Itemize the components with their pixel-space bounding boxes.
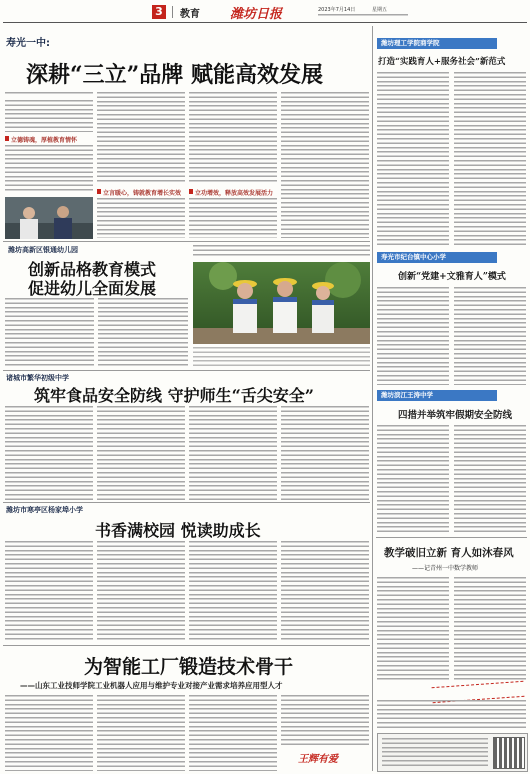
article-headline: 书香满校园 悦读助成长 — [95, 521, 261, 540]
article-photo — [5, 197, 93, 239]
body-text-block — [454, 287, 526, 385]
body-text-block — [281, 695, 369, 747]
body-text-block — [189, 198, 277, 238]
body-text-block — [281, 92, 369, 238]
body-text-block — [97, 92, 185, 184]
sidebar-band: 寿光市纪台镇中心小学 — [377, 252, 497, 263]
body-text-block — [5, 695, 93, 771]
photo-caption — [193, 347, 370, 367]
body-text-block — [5, 541, 93, 641]
sidebar-band: 潍坊理工学院商学院 — [377, 38, 497, 49]
section-rule — [3, 645, 370, 646]
column-divider — [372, 26, 373, 771]
header-rule — [3, 22, 527, 23]
body-text-block — [5, 100, 93, 132]
body-text-block — [454, 577, 526, 681]
article-subhead: 立德铸魂，厚植教育情怀 — [5, 135, 93, 144]
body-text-block — [97, 406, 185, 500]
section-rule — [3, 370, 370, 371]
article-headline: 深耕“三立”品牌 赋能高效发展 — [26, 62, 323, 88]
article-subheadline: ——山东工业技师学院工业机器人应用与维护专业对接产业需求培养应用型人才 — [20, 681, 283, 690]
sidebar-headline: 打造“实践育人+服务社会”新范式 — [378, 57, 506, 67]
footer-info-text — [382, 738, 488, 766]
body-text-block — [98, 298, 188, 368]
editor-credits — [318, 14, 408, 17]
body-text-block — [377, 425, 449, 533]
body-text-block — [377, 287, 449, 385]
body-text-block — [97, 695, 185, 771]
sidebar-band: 潍坊滨江王涛中学 — [377, 390, 497, 401]
sidebar-subheadline: ——记青州一中数学教师 — [412, 565, 479, 572]
article-headline: 为智能工厂锻造技术骨干 — [84, 656, 294, 678]
header-divider — [172, 6, 173, 18]
children-photo — [193, 262, 370, 344]
article-subhead: 立功增效，释放高效发展活力 — [189, 188, 279, 197]
sidebar-headline: 创新“党建+文雅育人”模式 — [398, 272, 506, 282]
body-text-block — [281, 541, 369, 641]
ad-logo: 王辉有爱 — [298, 754, 338, 765]
page-number-box: 3 — [152, 5, 166, 19]
body-text-block — [97, 198, 185, 238]
article-headline: 促进幼儿全面发展 — [28, 279, 157, 298]
body-text-block — [377, 72, 449, 248]
body-text-block — [5, 145, 93, 193]
issue-date: 2023年7月14日 — [318, 7, 356, 13]
section-rule — [3, 241, 370, 242]
body-text-block — [5, 406, 93, 500]
body-text-block — [193, 245, 370, 258]
article-headline: 筑牢食品安全防线 守护师生“舌尖安全” — [34, 386, 314, 405]
issue-weekday: 星期五 — [372, 7, 388, 13]
body-text-block — [189, 541, 277, 641]
body-text-block — [97, 541, 185, 641]
article-byline — [5, 92, 93, 96]
body-text-block — [377, 577, 449, 681]
article-kicker: 诸城市繁华初级中学 — [6, 374, 69, 382]
paper-logo: 潍坊日报 — [230, 7, 283, 22]
article-subhead: 立言暖心，铸就教育增长实效 — [97, 188, 187, 197]
section-rule — [3, 502, 370, 503]
body-text-block — [189, 695, 277, 771]
footer-info-box — [377, 733, 528, 772]
sidebar-headline: 教学破旧立新 育人如沐春风 — [384, 547, 514, 559]
article-kicker: 潍坊高新区银通幼儿园 — [8, 246, 78, 254]
body-text-block — [454, 72, 526, 248]
body-text-block — [189, 92, 277, 184]
section-name: 教育 — [180, 9, 200, 20]
body-text-block — [454, 425, 526, 533]
article-headline: 创新品格教育模式 — [28, 260, 157, 279]
article-kicker: 潍坊市寒亭区杨家埠小学 — [6, 506, 83, 514]
body-text-block — [189, 406, 277, 500]
body-text-block — [377, 700, 526, 728]
article-kicker: 寿光一中: — [6, 38, 50, 49]
sidebar-headline: 四措并举筑牢假期安全防线 — [398, 410, 513, 421]
section-rule — [376, 537, 527, 538]
body-text-block — [281, 406, 369, 500]
body-text-block — [5, 298, 94, 368]
qr-code-icon — [493, 737, 525, 769]
